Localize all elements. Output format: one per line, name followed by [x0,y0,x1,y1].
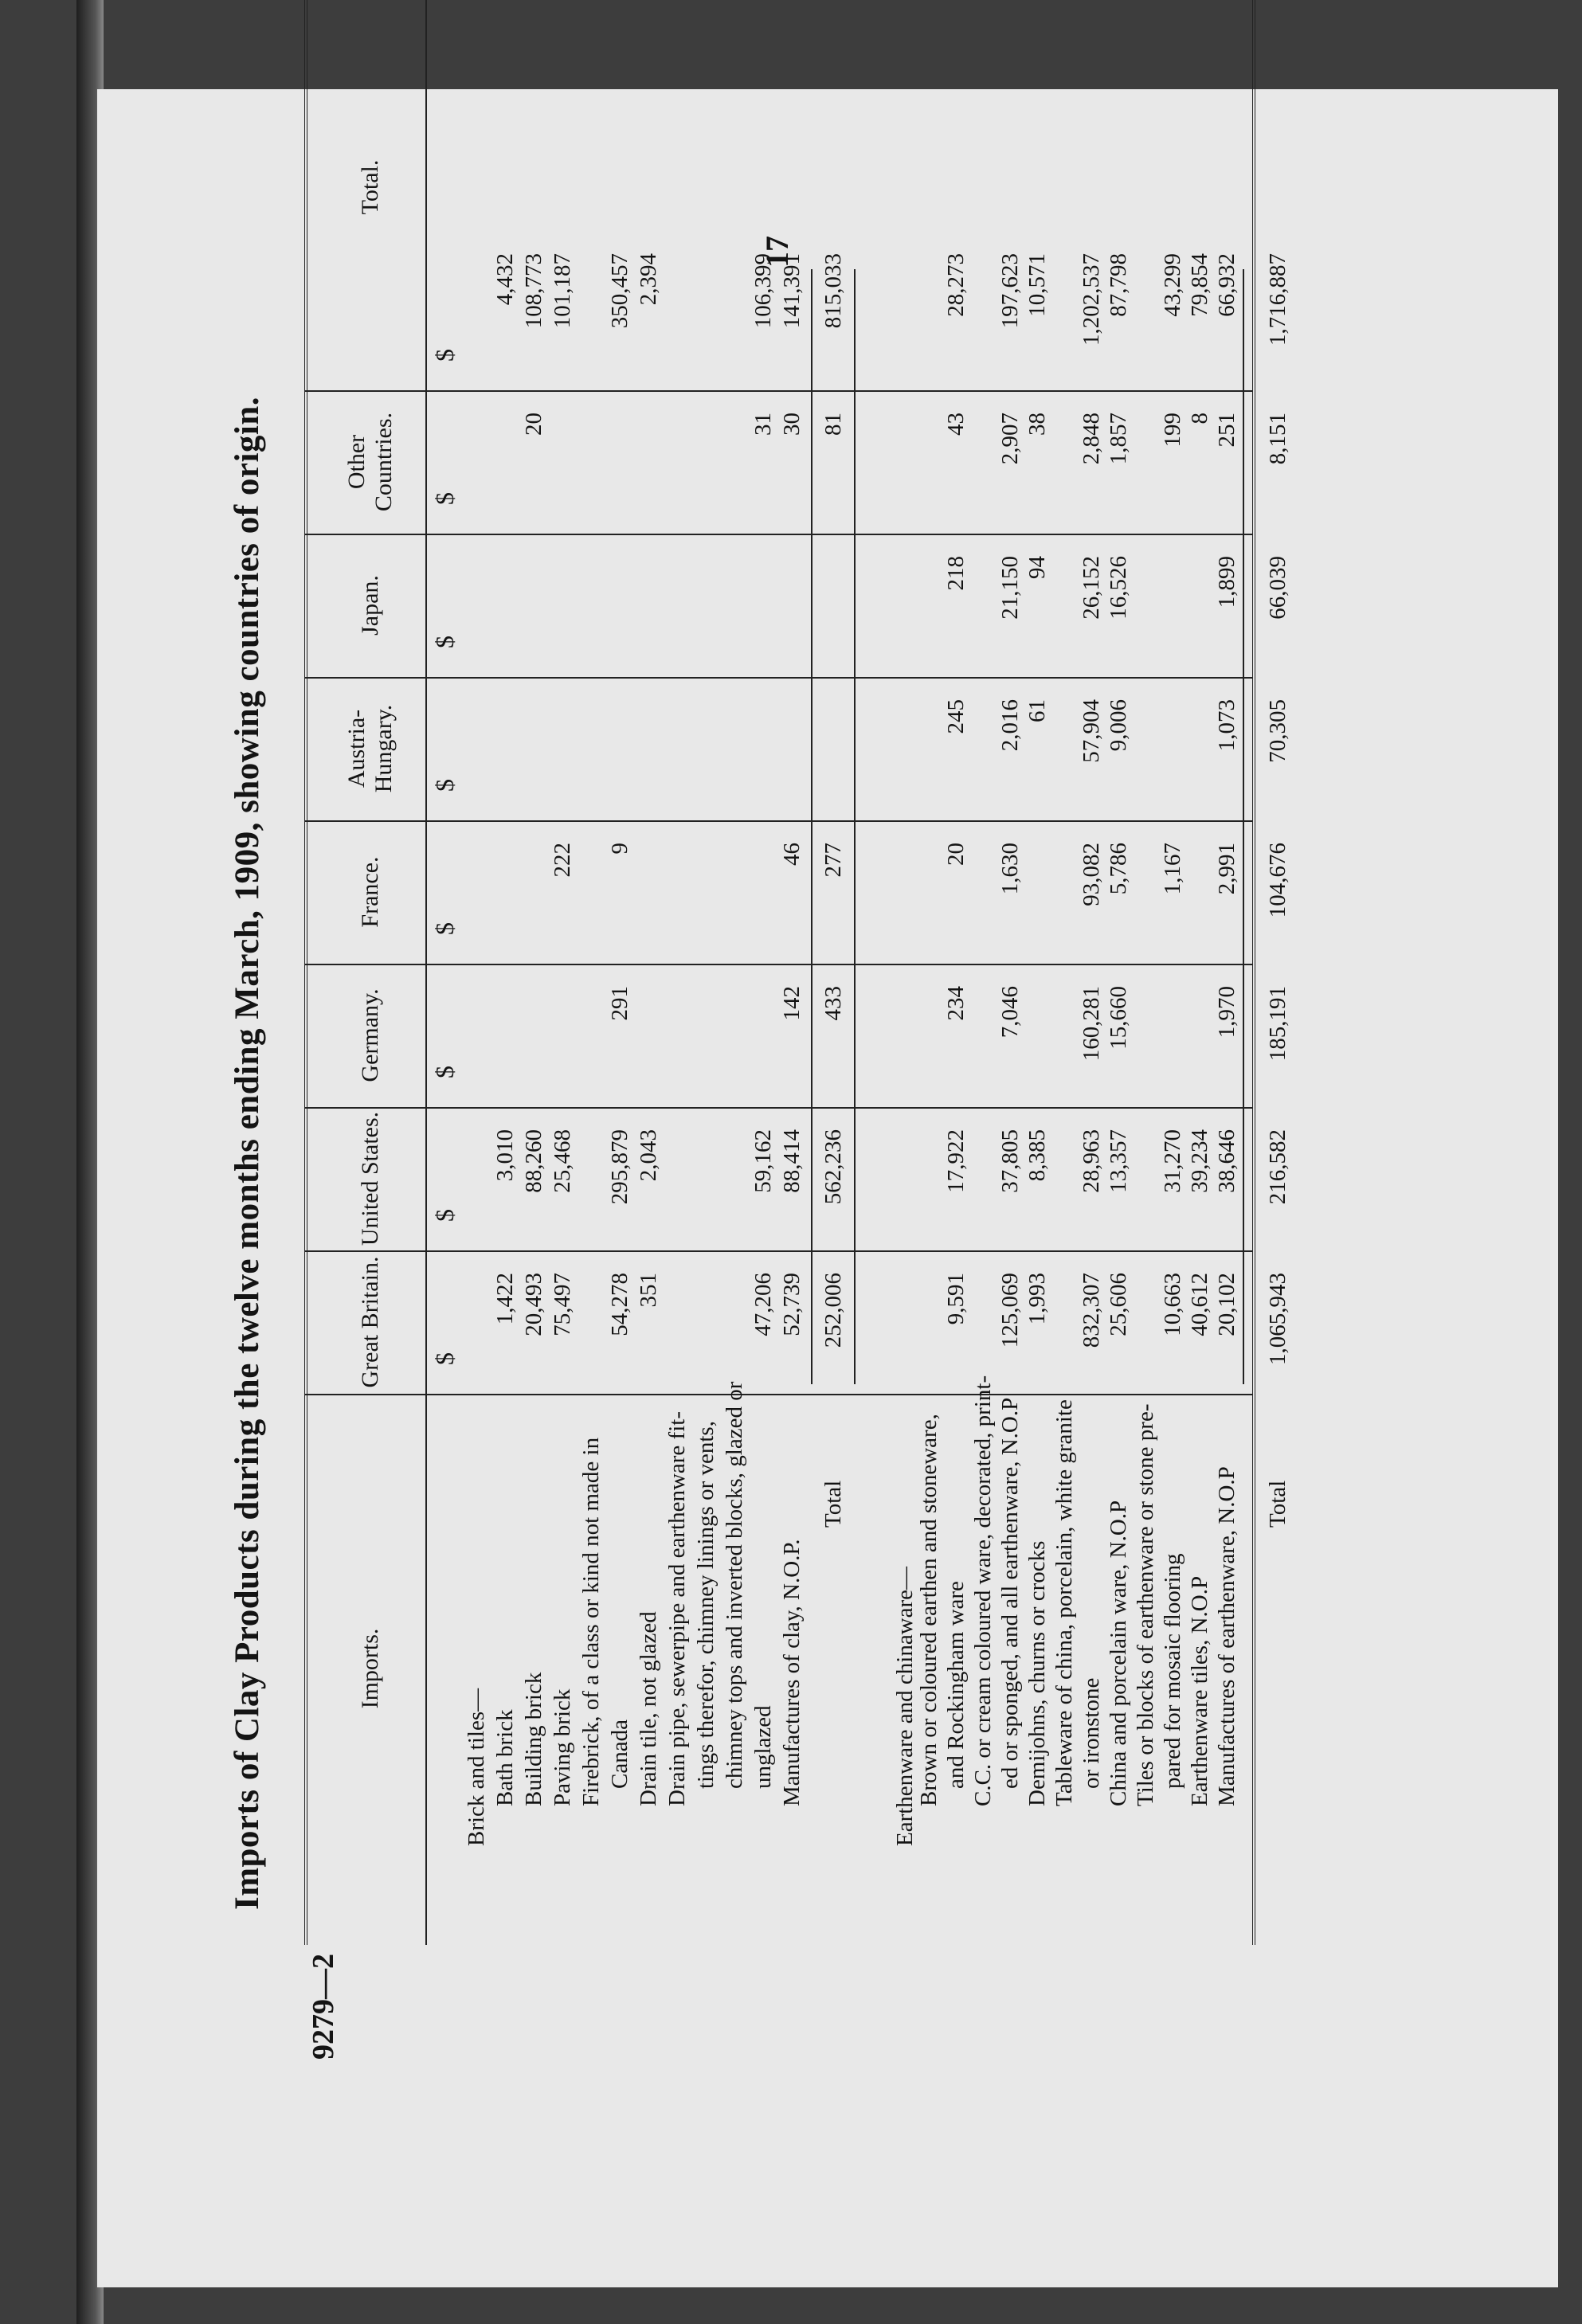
column-divider [304,964,1252,965]
cell-value: 20,493 [521,1273,546,1336]
total-value: 1,065,943 [1265,1273,1290,1365]
total-value: 252,006 [820,1273,846,1348]
total-label: Total [1265,1480,1290,1528]
row-label: C.C. or cream coloured ware, decorated, print- [970,1375,996,1806]
table-title: Imports of Clay Products during the twelve months ending March, 1909, showing countries of origin. [229,396,266,1911]
cell-total: 79,854 [1187,253,1212,317]
cell-value: 1,899 [1214,556,1239,608]
column-divider [304,677,1252,679]
header-austria-hungary: Austria-Hungary. [343,704,397,793]
header-united-states: United States. [357,1111,384,1246]
row-label: Drain tile, not glazed [636,1611,661,1806]
cell-total: 101,187 [550,253,575,329]
cell-value: 160,281 [1079,986,1104,1062]
header-rule [425,0,427,1945]
currency-symbol: $ [430,1352,459,1365]
total-value: 104,676 [1265,843,1290,918]
subtotal-rule [811,269,813,1384]
column-divider [304,534,1252,535]
section-heading: Earthenware and chinaware— [892,1566,918,1846]
row-label: Tableware of china, porcelain, white granite [1051,1399,1077,1806]
cell-total: 108,773 [521,253,546,329]
cell-value: 7,046 [997,986,1023,1039]
cell-value: 93,082 [1079,843,1104,906]
cell-value: 125,069 [997,1273,1023,1348]
cell-value: 1,422 [492,1273,518,1325]
cell-value: 38,646 [1214,1129,1239,1193]
cell-total: 10,571 [1024,253,1050,317]
currency-symbol: $ [430,1066,459,1078]
cell-value: 20,102 [1214,1273,1239,1336]
total-value: 277 [820,843,846,878]
cell-value: 52,739 [779,1273,805,1336]
currency-symbol: $ [430,349,459,362]
total-value: 216,582 [1265,1129,1290,1205]
total-value: 70,305 [1265,699,1290,763]
cell-value: 16,526 [1106,556,1131,620]
cell-value: 75,497 [550,1273,575,1336]
row-label-continued: or ironstone [1079,1677,1104,1789]
cell-total: 106,399 [750,253,776,329]
cell-value: 199 [1160,413,1185,448]
cell-value: 2,991 [1214,843,1239,895]
cell-value: 9,591 [943,1273,969,1325]
row-label-continued: Canada [607,1720,632,1789]
cell-value: 59,162 [750,1129,776,1193]
cell-value: 2,016 [997,699,1023,752]
total-value: 185,191 [1265,986,1290,1062]
cell-value: 26,152 [1079,556,1104,620]
cell-value: 31 [750,413,776,436]
total-value: 66,039 [1265,556,1290,620]
cell-value: 20 [943,843,969,866]
row-label: Earthenware tiles, N.O.P [1187,1575,1212,1806]
header-total: Total. [357,159,384,215]
currency-symbol: $ [430,779,459,792]
cell-value: 9 [607,843,632,855]
cell-total: 66,932 [1214,253,1239,317]
cell-value: 39,234 [1187,1129,1212,1193]
row-label: Brown or coloured earthen and stoneware, [916,1414,942,1806]
cell-value: 25,606 [1106,1273,1131,1336]
folio-mark: 9279—2 [307,1954,340,2060]
column-divider [304,1250,1252,1252]
cell-value: 8,385 [1024,1129,1050,1182]
cell-value: 351 [636,1273,661,1308]
header-great-britain: Great Britain. [357,1256,384,1388]
total-label: Total [820,1480,846,1528]
cell-value: 9,006 [1106,699,1131,752]
cell-value: 31,270 [1160,1129,1185,1193]
row-label: Tiles or blocks of earthenware or stone pre- [1133,1403,1158,1806]
currency-symbol: $ [430,636,459,648]
cell-value: 1,073 [1214,699,1239,752]
row-label: China and porcelain ware, N.O.P [1106,1500,1131,1806]
header-france: France. [357,856,384,928]
cell-value: 88,414 [779,1129,805,1193]
cell-value: 43 [943,413,969,436]
cell-value: 2,043 [636,1129,661,1182]
page-number: 17 [759,236,795,268]
cell-total: 1,202,537 [1079,253,1104,346]
total-rule [854,269,856,1384]
total-value: 433 [820,986,846,1021]
cell-value: 2,907 [997,413,1023,465]
cell-value: 61 [1024,699,1050,722]
header-other-countries: Other Countries. [343,412,397,512]
cell-value: 46 [779,843,805,866]
cell-value: 1,857 [1106,413,1131,465]
cell-value: 5,786 [1106,843,1131,895]
header-imports: Imports. [357,1628,384,1709]
section-heading: Brick and tiles— [464,1688,489,1846]
cell-total: 350,457 [607,253,632,329]
cell-value: 40,612 [1187,1273,1212,1336]
cell-value: 218 [943,556,969,591]
cell-value: 28,963 [1079,1129,1104,1193]
row-label-continued: tings therefor, chimney linings or vents, [693,1421,719,1789]
total-value: 8,151 [1265,413,1290,465]
column-divider [304,390,1252,392]
currency-symbol: $ [430,492,459,505]
cell-total: 4,432 [492,253,518,306]
row-label-continued: and Rockingham ware [943,1581,969,1789]
cell-value: 54,278 [607,1273,632,1336]
table-bottom-rule [1252,0,1255,1945]
cell-value: 1,167 [1160,843,1185,895]
row-label: Manufactures of earthenware, N.O.P [1214,1466,1239,1806]
row-label: Firebrick, of a class or kind not made in [578,1437,604,1806]
row-label-continued: unglazed [750,1705,776,1789]
total-value: 562,236 [820,1129,846,1205]
cell-value: 88,260 [521,1129,546,1193]
cell-value: 47,206 [750,1273,776,1336]
cell-value: 2,848 [1079,413,1104,465]
row-label-continued: pared for mosaic flooring [1160,1553,1185,1789]
cell-total: 197,623 [997,253,1023,329]
currency-symbol: $ [430,1209,459,1222]
column-divider [304,1394,1252,1395]
cell-value: 251 [1214,413,1239,448]
cell-value: 832,307 [1079,1273,1104,1348]
cell-total: 2,394 [636,253,661,306]
cell-value: 25,468 [550,1129,575,1193]
total-value: 81 [820,413,846,436]
currency-symbol: $ [430,922,459,935]
row-label: Demijohns, churns or crocks [1024,1540,1050,1806]
row-label: Drain pipe, sewerpipe and earthenware fit- [664,1411,690,1806]
cell-value: 37,805 [997,1129,1023,1193]
cell-value: 10,663 [1160,1273,1185,1336]
header-japan: Japan. [357,575,384,636]
header-germany: Germany. [357,988,384,1082]
column-divider [304,1107,1252,1109]
total-value: 815,033 [820,253,846,329]
cell-value: 291 [607,986,632,1021]
cell-value: 3,010 [492,1129,518,1182]
row-label: Building brick [521,1672,546,1806]
row-label-continued: ed or sponged, and all earthenware, N.O.P [997,1397,1023,1789]
cell-value: 234 [943,986,969,1021]
cell-value: 8 [1187,413,1212,425]
cell-value: 245 [943,699,969,734]
cell-value: 30 [779,413,805,436]
cell-total: 141,391 [779,253,805,329]
cell-value: 94 [1024,556,1050,579]
cell-value: 1,970 [1214,986,1239,1039]
cell-value: 1,993 [1024,1273,1050,1325]
cell-value: 13,357 [1106,1129,1131,1193]
cell-value: 142 [779,986,805,1021]
table-top-rule [304,0,307,1945]
cell-value: 21,150 [997,556,1023,620]
cell-value: 15,660 [1106,986,1131,1050]
subtotal-rule [1243,269,1244,1384]
column-divider [304,820,1252,822]
row-label-continued: chimney tops and inverted blocks, glazed or [722,1381,747,1789]
total-value: 1,716,887 [1265,253,1290,346]
cell-value: 1,630 [997,843,1023,895]
cell-value: 295,879 [607,1129,632,1205]
cell-value: 17,922 [943,1129,969,1193]
row-label: Paving brick [550,1688,575,1806]
cell-value: 57,904 [1079,699,1104,763]
cell-total: 87,798 [1106,253,1131,317]
cell-total: 28,273 [943,253,969,317]
cell-value: 222 [550,843,575,878]
row-label: Bath brick [492,1709,518,1806]
cell-total: 43,299 [1160,253,1185,317]
row-label: Manufactures of clay, N.O.P. [779,1539,805,1806]
cell-value: 20 [521,413,546,436]
cell-value: 38 [1024,413,1050,436]
